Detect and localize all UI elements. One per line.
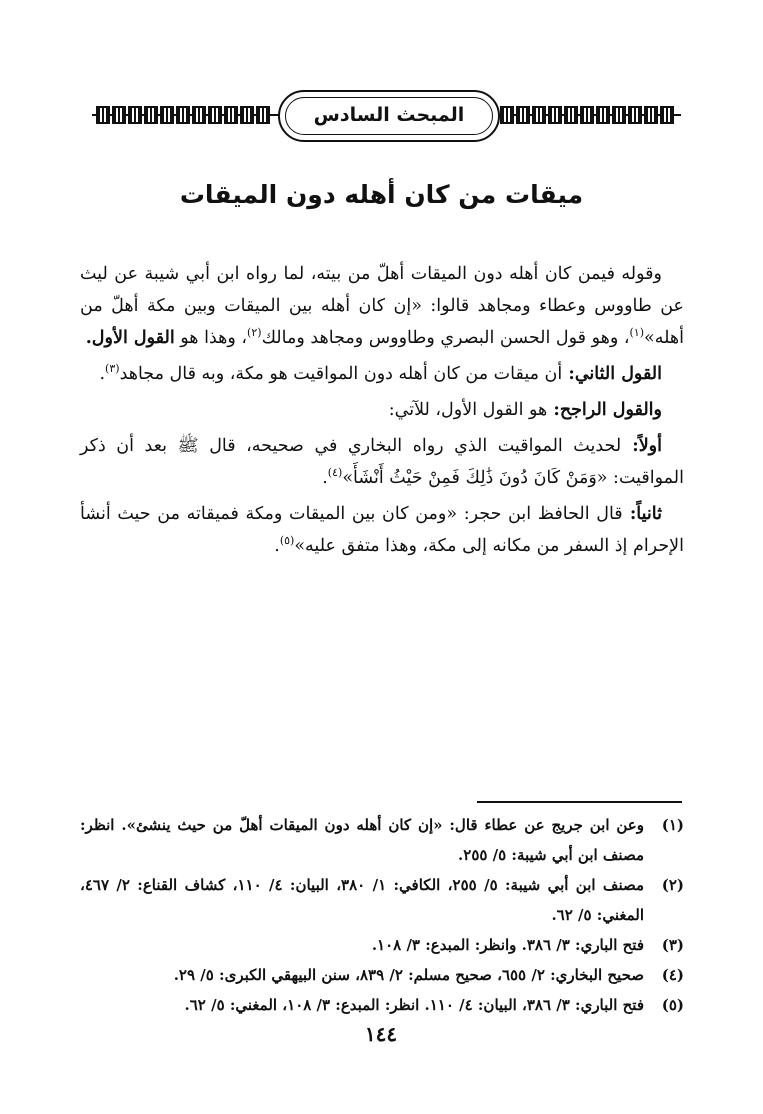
section-label: المبحث السادس: [313, 104, 465, 126]
ornament-left: [92, 100, 282, 130]
footnote: (٥) فتح الباري: ٣/ ٣٨٦، البيان: ٤/ ١١٠. انظر: المبدع: ٣/ ١٠٨، المغني: ٥/ ٦٢.: [184, 996, 684, 1014]
footnote: (١) وعن ابن جريج عن عطاء قال: «إن كان أهله دون الميقات أهلّ من حيث ينشئ». انظر: مصنف ابن أبي شيبة: ٥/ ٢٥٥.: [80, 816, 684, 864]
footnote-ref-2[interactable]: (٢): [247, 326, 262, 340]
paragraph-1: وقوله فيمن كان أهله دون الميقات أهلّ من بيته، لما رواه ابن أبي شيبة عن ليث عن طاووس وعطاء ومجاهد قالوا: «إن كان أهله بين الميقات وبين مكة أهلّ من أهله»$^{(١)}$، وهو قول الحسن البصري وطاووس ومجاهد ومالك$^{(٢)}$، وهذا هو القول الأول.: [80, 264, 684, 348]
paragraph-5: ثانياً: قال الحافظ ابن حجر: «ومن كان بين الميقات ومكة فميقاته من حيث أنشأ الإحرام إذ السفر من مكانه إلى مكة، وهذا متفق عليه»$^{(٥)}$.: [80, 504, 684, 556]
footnote-ref-3[interactable]: (٣): [105, 362, 120, 376]
footnote-separator: [477, 801, 682, 803]
ornament-right: [496, 100, 681, 130]
paragraph-4: أولاً: لحديث المواقيت الذي رواه البخاري في صحيحه، قال ﷺ بعد أن ذكر المواقيت: «وَمَنْ كَانَ دُونَ ذَٰلِكَ فَمِنْ حَيْثُ أَنْشَأَ»$^{(٤)}$.: [80, 436, 684, 488]
footnote: (٢) مصنف ابن أبي شيبة: ٥/ ٢٥٥، الكافي: ١/ ٣٨٠، البيان: ٤/ ١١٠، كشاف القناع: ٢/ ٤٦٧، المغني: ٥/ ٦٢.: [80, 876, 684, 924]
footnote: (٣) فتح الباري: ٣/ ٣٨٦. وانظر: المبدع: ٣/ ١٠٨.: [371, 936, 684, 954]
paragraph-2: القول الثاني: أن ميقات من كان أهله دون المواقيت هو مكة، وبه قال مجاهد$^{(٣)}$.: [99, 362, 662, 384]
main-text: [80, 258, 684, 566]
paragraph-3: والقول الراجح: هو القول الأول، للآتي:: [388, 400, 662, 420]
page-title: ميقات من كان أهله دون الميقات: [179, 180, 584, 209]
page-number: ١٤٤: [364, 1022, 398, 1046]
footnote-ref-1[interactable]: (١): [629, 326, 645, 340]
footnotes: [80, 810, 684, 1020]
footnote-ref-4[interactable]: (٤): [327, 466, 343, 480]
footnote: (٤) صحيح البخاري: ٢/ ٦٥٥، صحيح مسلم: ٢/ ٨٣٩، سنن البيهقي الكبرى: ٥/ ٢٩.: [173, 966, 684, 984]
footnote-ref-5[interactable]: (٥): [279, 534, 295, 548]
